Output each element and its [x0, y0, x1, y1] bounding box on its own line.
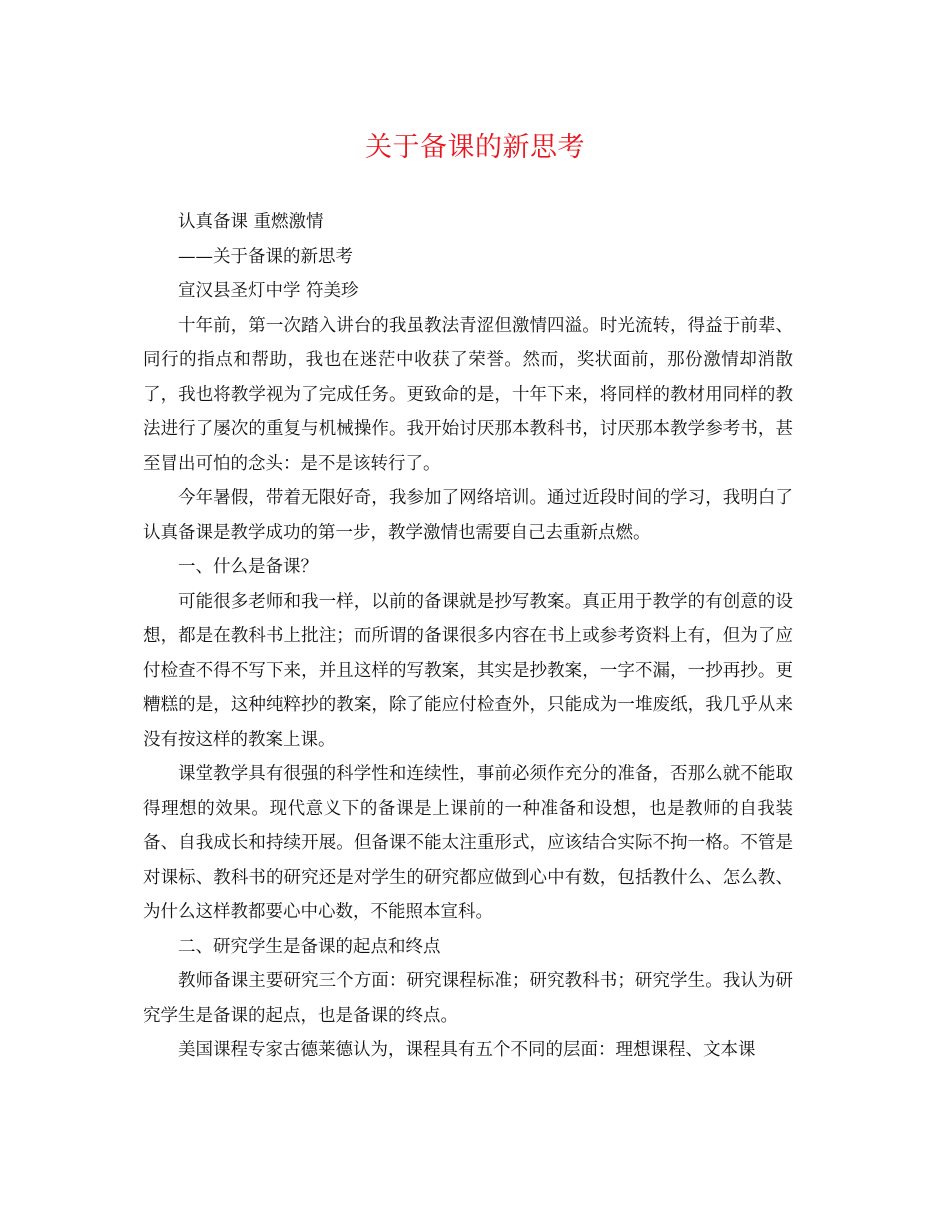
author-line: 宣汉县圣灯中学 符美珍	[178, 281, 359, 301]
paragraph: 美国课程专家古德莱德认为，课程具有五个不同的层面：理想课程、文本课	[178, 1040, 756, 1060]
paragraph: 今年暑假，带着无限好奇，我参加了网络培训。通过近段时间的学习，我明白了认真备课是教学成功的第一步，教学激情也需要自己去重新点燃。	[143, 488, 793, 543]
document-body	[143, 205, 793, 1068]
paragraph: 课堂教学具有很强的科学性和连续性，事前必须作充分的准备，否那么就不能取得理想的效果。现代意义下的备课是上课前的一种准备和设想，也是教师的自我装备、自我成长和持续开展。但备课不能太注重形式，应该结合实际不拘一格。不管是对课标、教科书的研究还是对学生的研究都应做到心中有数，包括教什么、怎么教、为什么这样教都要心中心数，不能照本宣科。	[143, 764, 793, 922]
section-heading: 一、什么是备课？	[178, 557, 318, 577]
subtitle-dash-line: ——关于备课的新思考	[178, 246, 353, 267]
document-title: 关于备课的新思考	[365, 132, 585, 163]
paragraph: 教师备课主要研究三个方面：研究课程标准；研究教科书；研究学生。我认为研究学生是备课的起点，也是备课的终点。	[143, 971, 793, 1026]
paragraph: 十年前，第一次踏入讲台的我虽教法青涩但激情四溢。时光流转，得益于前辈、同行的指点和帮助，我也在迷茫中收获了荣誉。然而，奖状面前，那份激情却消散了，我也将教学视为了完成任务。更致命的是，十年下来，将同样的教材用同样的教法进行了屡次的重复与机械操作。我开始讨厌那本教科书，讨厌那本教学参考书，甚至冒出可怕的念头：是不是该转行了。	[143, 315, 793, 474]
section-heading: 二、研究学生是备课的起点和终点	[178, 936, 441, 957]
subtitle-line: 认真备课 重燃激情	[178, 212, 324, 232]
paragraph: 可能很多老师和我一样，以前的备课就是抄写教案。真正用于教学的有创意的设想，都是在教科书上批注；而所谓的备课很多内容在书上或参考资料上有，但为了应付检查不得不写下来，并且这样的写教案，其实是抄教案，一字不漏，一抄再抄。更糟糕的是，这种纯粹抄的教案，除了能应付检查外，只能成为一堆废纸，我几乎从来没有按这样的教案上课。	[143, 591, 793, 750]
